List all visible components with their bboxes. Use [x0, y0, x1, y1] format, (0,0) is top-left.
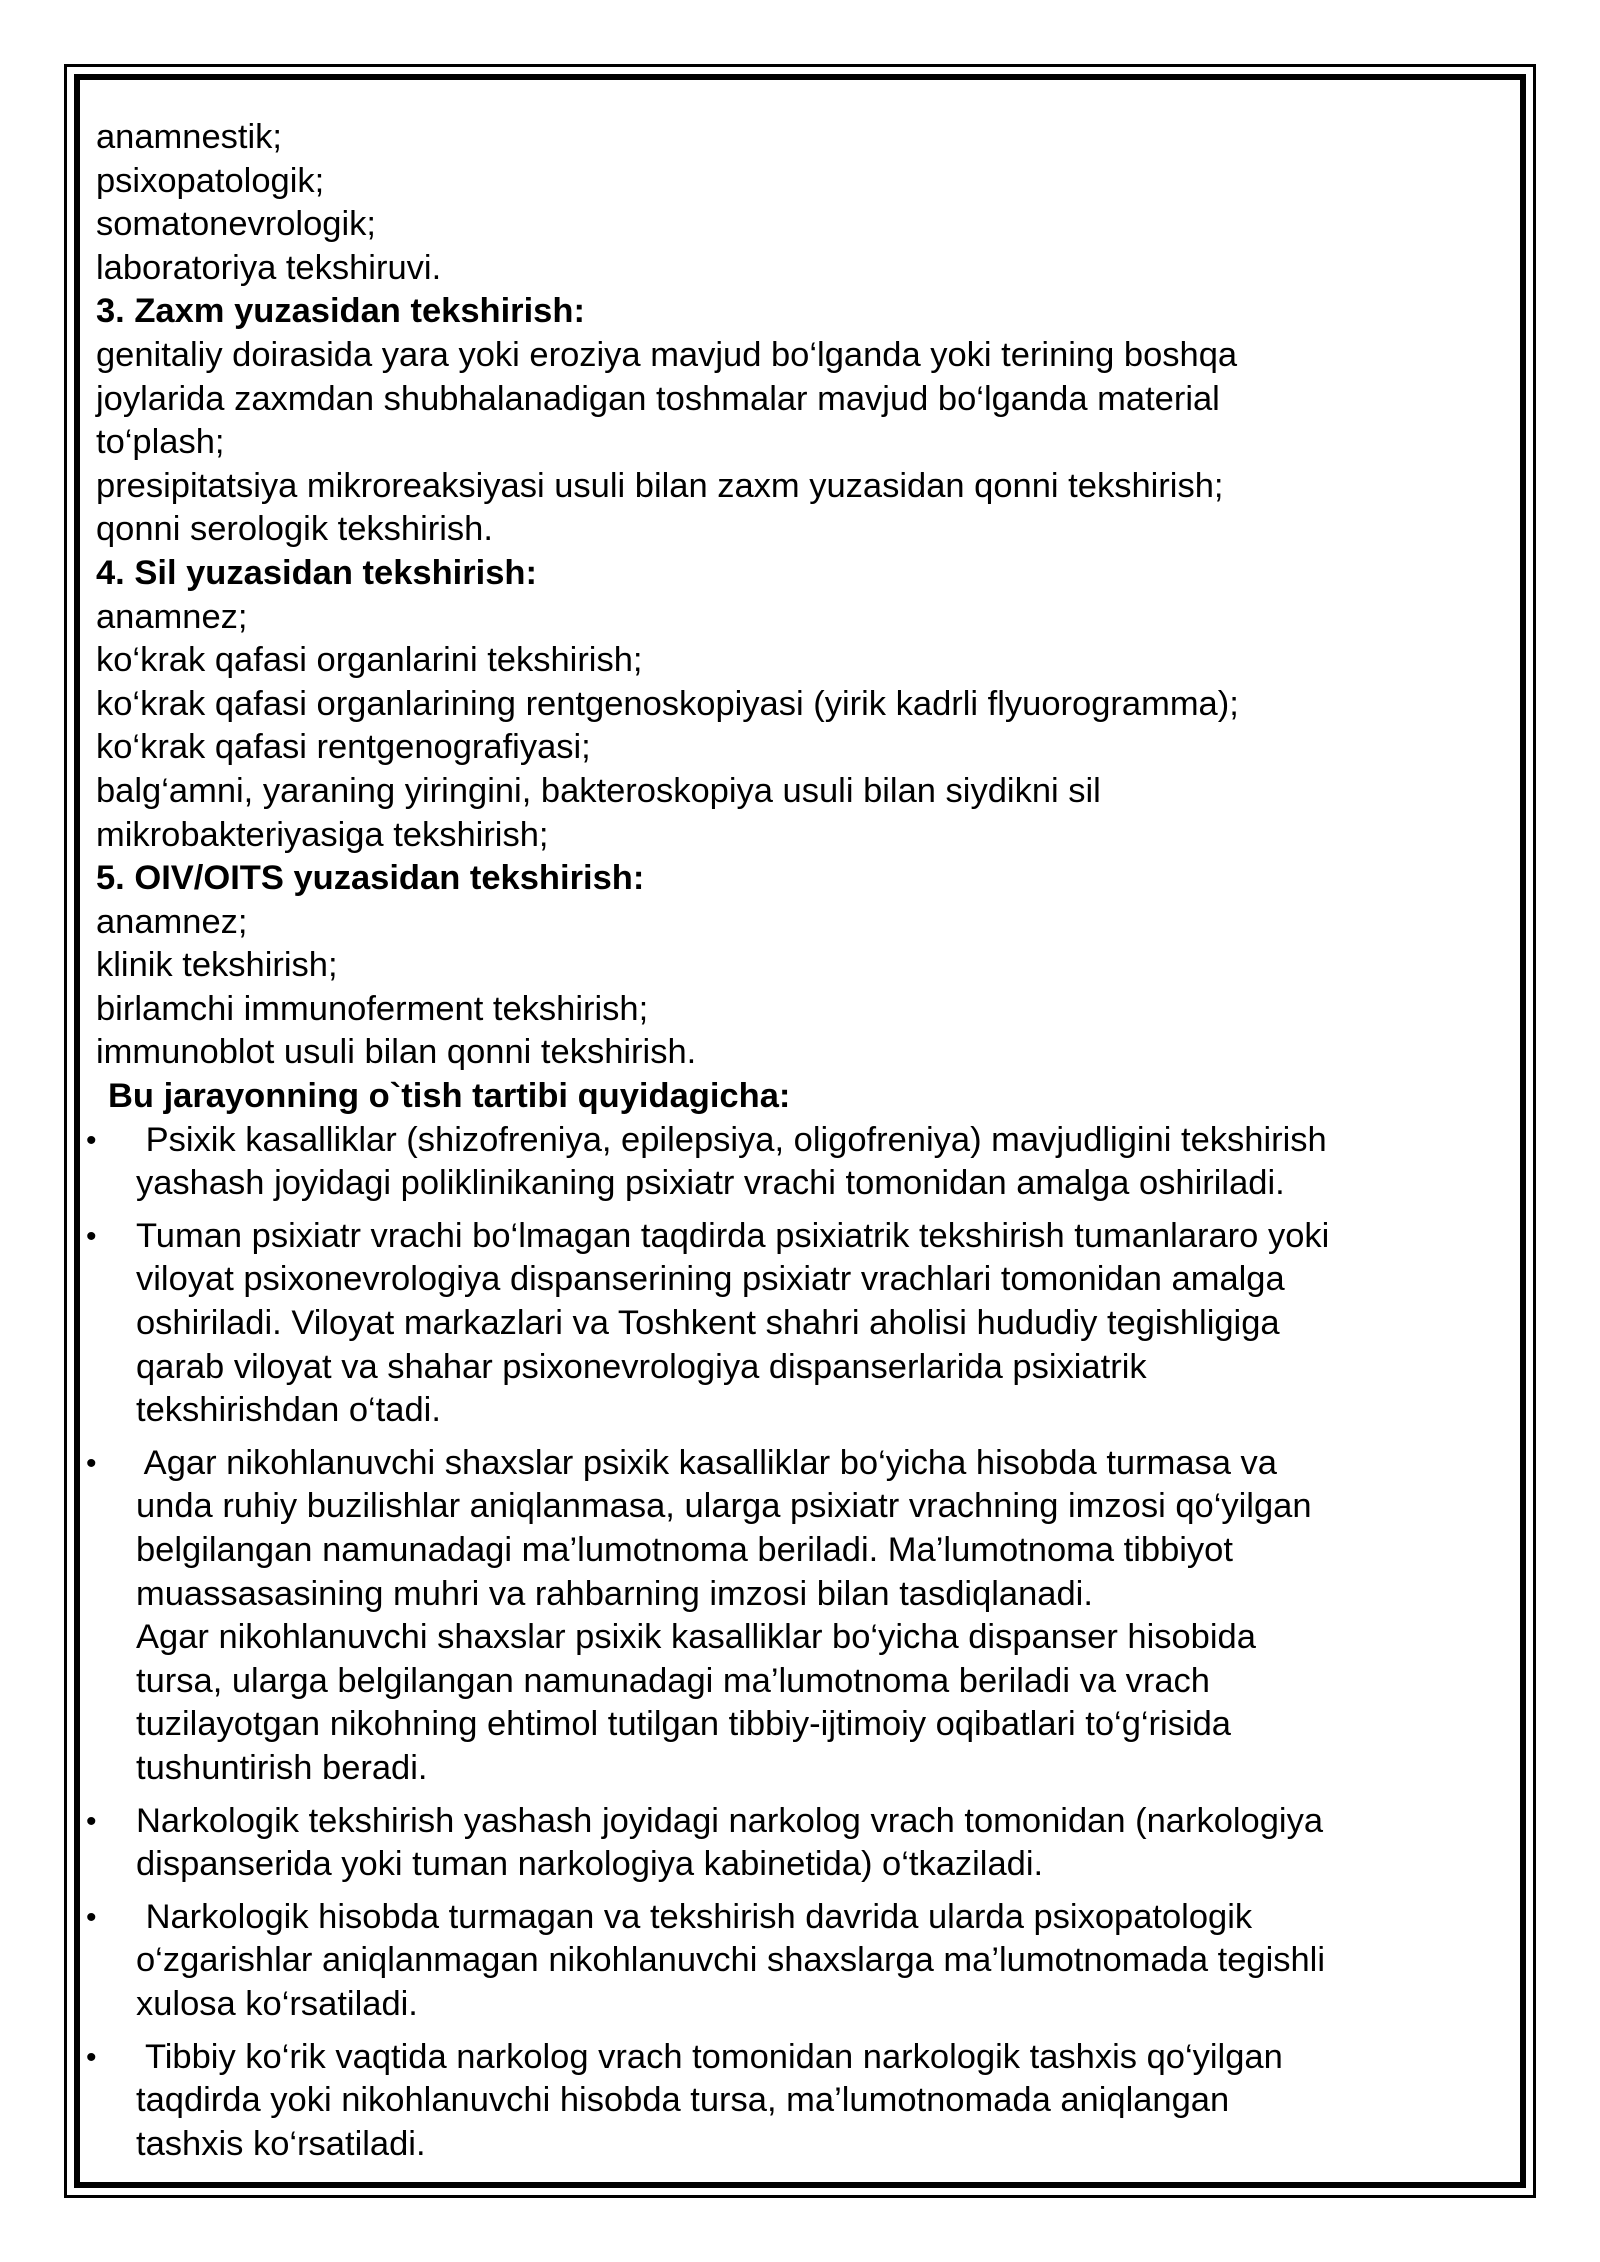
list-item	[86, 1119, 1456, 1206]
bullet-line: oshiriladi. Viloyat markazlari va Toshkent shahri aholisi hududiy tegishligiga	[136, 1304, 1280, 1343]
intro-list	[96, 116, 1456, 290]
section-line: ko‘krak qafasi rentgenografiyasi;	[96, 728, 591, 767]
bullet-line: Agar nikohlanuvchi shaxslar psixik kasalliklar bo‘yicha dispanser hisobida	[136, 1618, 1256, 1657]
intro-item: anamnestik;	[96, 118, 283, 156]
section-syphilis	[96, 290, 1456, 552]
section-line: genitaliy doirasida yara yoki eroziya mavjud bo‘lganda yoki terining boshqa	[96, 335, 1238, 374]
intro-item: laboratoriya tekshiruvi.	[96, 248, 442, 287]
list-item	[86, 1215, 1456, 1433]
bullet-line: dispanserida yoki tuman narkologiya kabinetida) o‘tkaziladi.	[136, 1845, 1044, 1884]
bullet-line: Tibbiy ko‘rik vaqtida narkolog vrach tomonidan narkologik tashxis qo‘yilgan	[136, 2037, 1283, 2076]
bullet-line: Narkologik tekshirish yashash joyidagi narkolog vrach tomonidan (narkologiya	[136, 1801, 1324, 1840]
bullet-line: tursa, ularga belgilangan namunadagi ma’lumotnoma beriladi va vrach	[136, 1661, 1210, 1700]
procedure-bullet-list	[86, 1119, 1456, 2167]
bullet-line: Agar nikohlanuvchi shaxslar psixik kasalliklar bo‘yicha hisobda turmasa va	[136, 1443, 1277, 1482]
section-line: balg‘amni, yaraning yiringini, bakteroskopiya usuli bilan siydikni sil	[96, 771, 1101, 810]
bullet-line: unda ruhiy buzilishlar aniqlanmasa, ularga psixiatr vrachning imzosi qo‘yilgan	[136, 1487, 1312, 1526]
section-line: ko‘krak qafasi organlarining rentgenoskopiyasi (yirik kadrli flyuorogramma);	[96, 684, 1239, 723]
section-line: klinik tekshirish;	[96, 946, 338, 985]
section-line: presipitatsiya mikroreaksiyasi usuli bilan zaxm yuzasidan qonni tekshirish;	[96, 466, 1224, 505]
bullet-line: muassasasining muhri va rahbarning imzosi bilan tasdiqlanadi.	[136, 1574, 1093, 1613]
bullet-icon: •	[86, 1804, 97, 1838]
bullet-line: Tuman psixiatr vrachi bo‘lmagan taqdirda psixiatrik tekshirish tumanlararo yoki	[136, 1216, 1330, 1255]
list-item	[86, 1800, 1456, 1887]
bullet-line: viloyat psixonevrologiya dispanserining psixiatr vrachlari tomonidan amalga	[136, 1260, 1285, 1299]
bullet-line: tashxis ko‘rsatiladi.	[136, 2124, 426, 2163]
section-line: qonni serologik tekshirish.	[96, 510, 493, 549]
section-line: anamnez;	[96, 597, 248, 636]
bullet-line: tuzilayotgan nikohning ehtimol tutilgan tibbiy-ijtimoiy oqibatlari to‘g‘risida	[136, 1705, 1231, 1744]
intro-item: psixopatologik;	[96, 161, 325, 200]
section-line: ko‘krak qafasi organlarini tekshirish;	[96, 641, 643, 680]
bullet-icon: •	[86, 1900, 97, 1934]
procedure-heading: Bu jarayonning o`tish tartibi quyidagicha:	[108, 1077, 791, 1116]
bullet-line: belgilangan namunadagi ma’lumotnoma beriladi. Ma’lumotnoma tibbiyot	[136, 1531, 1233, 1569]
list-item	[86, 1442, 1456, 1791]
list-item	[86, 1896, 1456, 2027]
section-line: birlamchi immunoferment tekshirish;	[96, 989, 649, 1028]
bullet-line: tushuntirish beradi.	[136, 1748, 428, 1787]
section-tuberculosis	[96, 552, 1456, 857]
bullet-line: taqdirda yoki nikohlanuvchi hisobda tursa, ma’lumotnomada aniqlangan	[136, 2081, 1230, 2120]
bullet-line: Narkologik hisobda turmagan va tekshirish davrida ularda psixopatologik	[136, 1897, 1253, 1936]
intro-item: somatonevrologik;	[96, 205, 376, 244]
document-body	[86, 116, 1456, 2175]
bullet-icon: •	[86, 1219, 97, 1253]
bullet-icon: •	[86, 1446, 97, 1480]
section-line: joylarida zaxmdan shubhalanadigan toshmalar mavjud bo‘lganda material	[96, 379, 1220, 418]
bullet-line: Psixik kasalliklar (shizofreniya, epilepsiya, oligofreniya) mavjudligini tekshirish	[136, 1120, 1327, 1159]
section-heading: 3. Zaxm yuzasidan tekshirish:	[96, 292, 585, 331]
section-hiv	[96, 857, 1456, 1075]
bullet-icon: •	[86, 2040, 97, 2074]
list-item	[86, 2036, 1456, 2167]
section-line: mikrobakteriyasiga tekshirish;	[96, 815, 549, 854]
bullet-line: xulosa ko‘rsatiladi.	[136, 1984, 418, 2023]
section-line: to‘plash;	[96, 423, 225, 462]
section-line: anamnez;	[96, 902, 248, 941]
procedure-section	[86, 1075, 1456, 2166]
bullet-icon: •	[86, 1123, 97, 1157]
section-heading: 5. OIV/OITS yuzasidan tekshirish:	[96, 859, 645, 898]
bullet-line: tekshirishdan o‘tadi.	[136, 1391, 441, 1430]
bullet-line: qarab viloyat va shahar psixonevrologiya dispanserlarida psixiatrik	[136, 1347, 1147, 1386]
section-line: immunoblot usuli bilan qonni tekshirish.	[96, 1033, 697, 1072]
bullet-line: o‘zgarishlar aniqlanmagan nikohlanuvchi shaxslarga ma’lumotnomada tegishli	[136, 1941, 1326, 1980]
bullet-line: yashash joyidagi poliklinikaning psixiatr vrachi tomonidan amalga oshiriladi.	[136, 1164, 1285, 1203]
section-heading: 4. Sil yuzasidan tekshirish:	[96, 553, 537, 592]
